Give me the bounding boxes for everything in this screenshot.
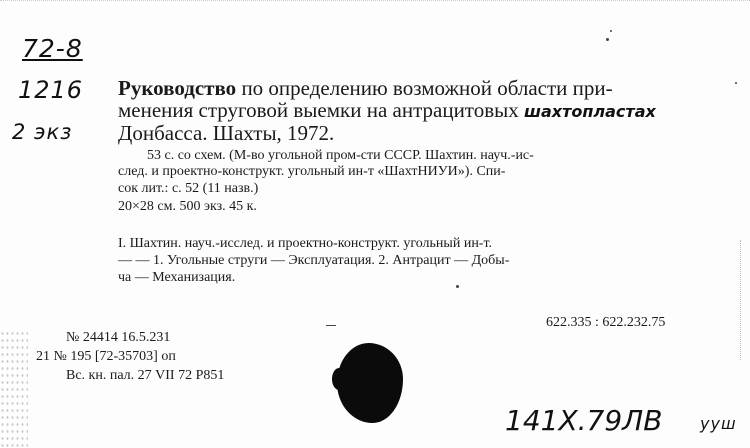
speck [456, 285, 459, 288]
handwritten-shelf-mark: 141Х.79ЛВ [505, 404, 663, 437]
handwritten-copies: 2 экз [12, 120, 73, 144]
speck [326, 325, 336, 326]
description-line-3: сок лит.: с. 52 (11 назв.) [118, 181, 259, 196]
handwritten-insert: шахтопластах [523, 102, 656, 121]
title-line-2 [118, 98, 656, 123]
tracing-line-1: I. Шахтин. науч.-исслед. и проектно-конструкт. угольный ин-т. [118, 236, 493, 251]
title-line-2-text: менения струговой выемки на антрацитовых [118, 98, 524, 122]
scan-noise-left [0, 330, 28, 448]
speck [735, 82, 737, 84]
title-line-1-rest: по определению возможной области при- [236, 76, 613, 100]
handwritten-bottom-right: ууш [700, 414, 737, 433]
footer-line-2: 21 № 195 [72-35703] оп [36, 349, 176, 364]
ink-blot [337, 343, 403, 423]
scan-noise-right [740, 240, 750, 360]
description-line-1: 53 с. со схем. (М-во угольной пром-сти СССР. Шахтин. науч.-ис- [147, 148, 534, 163]
ink-blot-edge [332, 368, 346, 390]
tracing-line-3: ча — Механизация. [118, 270, 236, 285]
classification-number: 622.335 : 622.232.75 [546, 315, 666, 330]
handwritten-accession: 72-8 [22, 34, 83, 63]
title-line-3: Донбасса. Шахты, 1972. [118, 121, 335, 145]
top-edge [0, 0, 750, 3]
footer-line-3: Вс. кн. пал. 27 VII 72 Р851 [66, 368, 225, 383]
handwritten-call-number: 1216 [18, 76, 84, 104]
description-line-2: след. и проектно-конструкт. угольный ин-т «ШахтНИУИ»). Спи- [118, 164, 506, 179]
title-main-word: Руководство [118, 76, 237, 100]
description-line-4: 20×28 см. 500 экз. 45 к. [118, 199, 257, 214]
tracing-line-2: — — 1. Угольные струги — Эксплуатация. 2. Антрацит — Добы- [118, 253, 510, 268]
footer-line-1: № 24414 16.5.231 [66, 330, 171, 345]
speck [610, 30, 612, 32]
speck [606, 38, 609, 41]
